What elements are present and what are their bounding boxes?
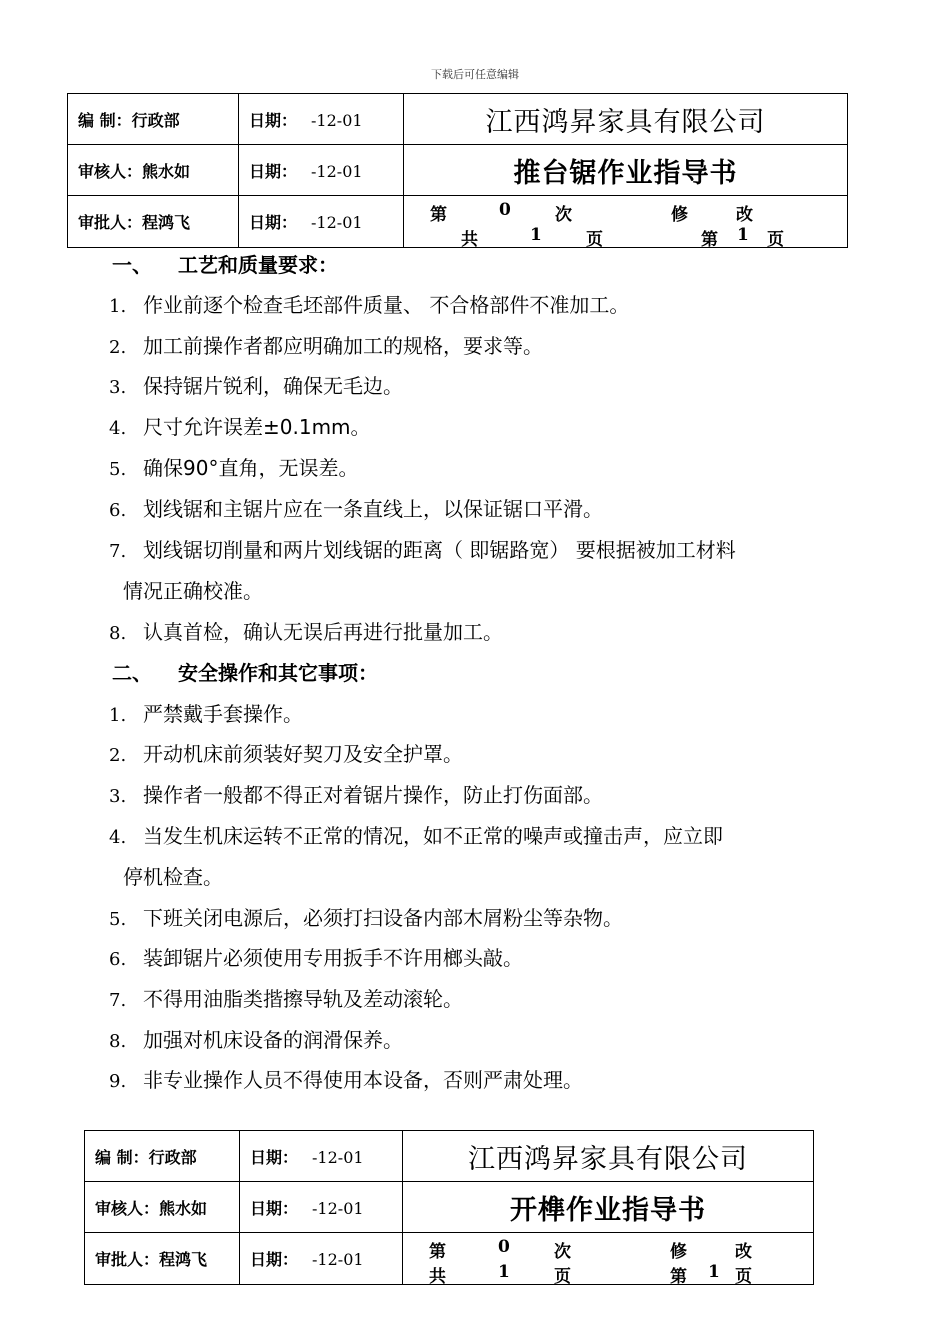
approve-date: 日期： -12-01 (239, 196, 404, 248)
header-table-1 (67, 93, 848, 248)
compile-date: 日期： -12-01 (240, 1131, 403, 1182)
watermark-text: 下载后可任意编辑 (431, 68, 519, 81)
list-item: 1. 严禁戴手套操作。 (109, 702, 303, 726)
list-item: 2. 开动机床前须装好契刀及安全护罩。 (109, 742, 463, 766)
list-item: 8. 认真首检，确认无误后再进行批量加工。 (109, 620, 503, 644)
list-item: 7. 划线锯切削量和两片划线锯的距离（ 即锯路宽） 要根据被加工材料 (109, 538, 736, 562)
review-date: 日期： -12-01 (239, 145, 404, 196)
review-date: 日期： -12-01 (240, 1182, 403, 1233)
list-item: 8. 加强对机床设备的润滑保养。 (109, 1028, 403, 1052)
header-table-2 (84, 1130, 814, 1285)
list-item: 6. 划线锯和主锯片应在一条直线上，以保证锯口平滑。 (109, 497, 603, 521)
revision-info: 第 0 次 修 改 共 1 页 第 1 页 (403, 1233, 814, 1285)
list-item: 9. 非专业操作人员不得使用本设备，否则严肃处理。 (109, 1068, 583, 1092)
company-name: 江西鸿昇家具有限公司 (403, 1131, 814, 1182)
compiler-label: 编 制：行政部 (68, 94, 239, 145)
approve-date: 日期： -12-01 (240, 1233, 403, 1285)
list-item: 7. 不得用油脂类揩擦导轨及差动滚轮。 (109, 987, 463, 1011)
reviewer-label: 审核人：熊水如 (68, 145, 239, 196)
list-item: 4. 当发生机床运转不正常的情况，如不正常的噪声或撞击声，应立即 (109, 824, 723, 848)
reviewer-label: 审核人：熊水如 (85, 1182, 240, 1233)
document-title: 开榫作业指导书 (403, 1182, 814, 1233)
approver-label: 审批人：程鸿飞 (68, 196, 239, 248)
compiler-label: 编 制：行政部 (85, 1131, 240, 1182)
compile-date: 日期： -12-01 (239, 94, 404, 145)
company-name: 江西鸿昇家具有限公司 (404, 94, 848, 145)
list-item: 4. 尺寸允许误差±0.1mm。 (109, 415, 371, 439)
section-2-heading: 二、 安全操作和其它事项： (112, 661, 378, 685)
section-1-heading: 一、 工艺和质量要求： (112, 253, 338, 277)
list-item: 1. 作业前逐个检查毛坯部件质量、 不合格部件不准加工。 (109, 293, 630, 317)
list-item: 2. 加工前操作者都应明确加工的规格，要求等。 (109, 334, 543, 358)
list-item-continuation: 情况正确校准。 (123, 579, 263, 603)
list-item-continuation: 停机检查。 (123, 865, 223, 889)
list-item: 3. 保持锯片锐利，确保无毛边。 (109, 374, 403, 398)
list-item: 5. 确保90°直角，无误差。 (109, 456, 359, 480)
list-item: 6. 装卸锯片必须使用专用扳手不许用榔头敲。 (109, 946, 523, 970)
list-item: 5. 下班关闭电源后，必须打扫设备内部木屑粉尘等杂物。 (109, 906, 623, 930)
revision-info: 第 0 次 修 改 共 1 页 第 1 页 (404, 196, 848, 248)
document-title: 推台锯作业指导书 (404, 145, 848, 196)
approver-label: 审批人：程鸿飞 (85, 1233, 240, 1285)
list-item: 3. 操作者一般都不得正对着锯片操作，防止打伤面部。 (109, 783, 603, 807)
